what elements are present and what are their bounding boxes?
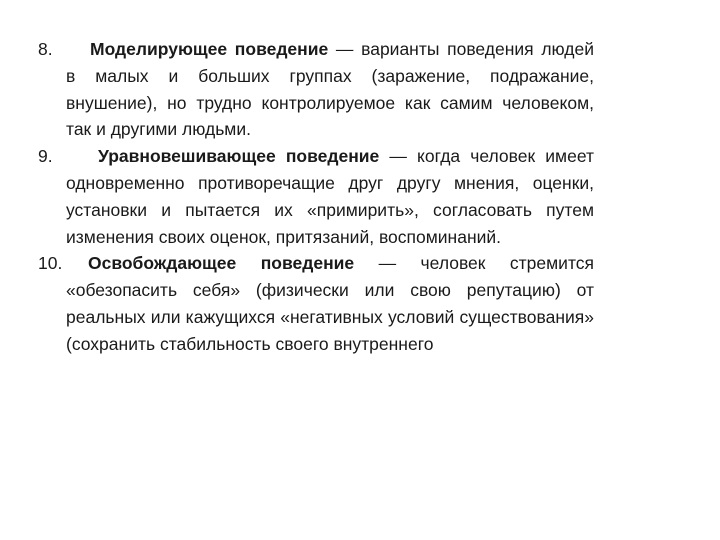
item-paragraph [38, 36, 594, 143]
item-text: — когда человек имеет одновременно противоречащие друг другу мнения, оценки, установки и пытается их «примирить», согласовать путем изменения своих оценок, притязаний, воспоминаний. [66, 146, 594, 247]
item-number: 9. [38, 146, 53, 167]
numbered-list [38, 36, 594, 358]
item-number: 8. [38, 39, 53, 59]
item-number: 10. [38, 253, 63, 274]
item-paragraph [38, 143, 594, 250]
list-item [38, 36, 594, 143]
item-text: — варианты поведения людей в малых и больших группах (заражение, подражание, внушение), но трудно контролируемое как самим человеком, так и другими людьми. [66, 39, 595, 140]
list-item [38, 143, 594, 250]
item-term: Уравновешивающее поведение [98, 146, 380, 167]
item-text: — человек стремится «обезопасить себя» (физически или свою репутацию) от реальных или кажущихся «негативных условий существования» (сохранить стабильность своего внутреннего [66, 253, 594, 354]
item-paragraph [38, 250, 594, 357]
item-term: Моделирующее поведение [90, 39, 329, 59]
list-item [38, 250, 594, 357]
item-term: Освобождающее поведение [88, 253, 355, 274]
